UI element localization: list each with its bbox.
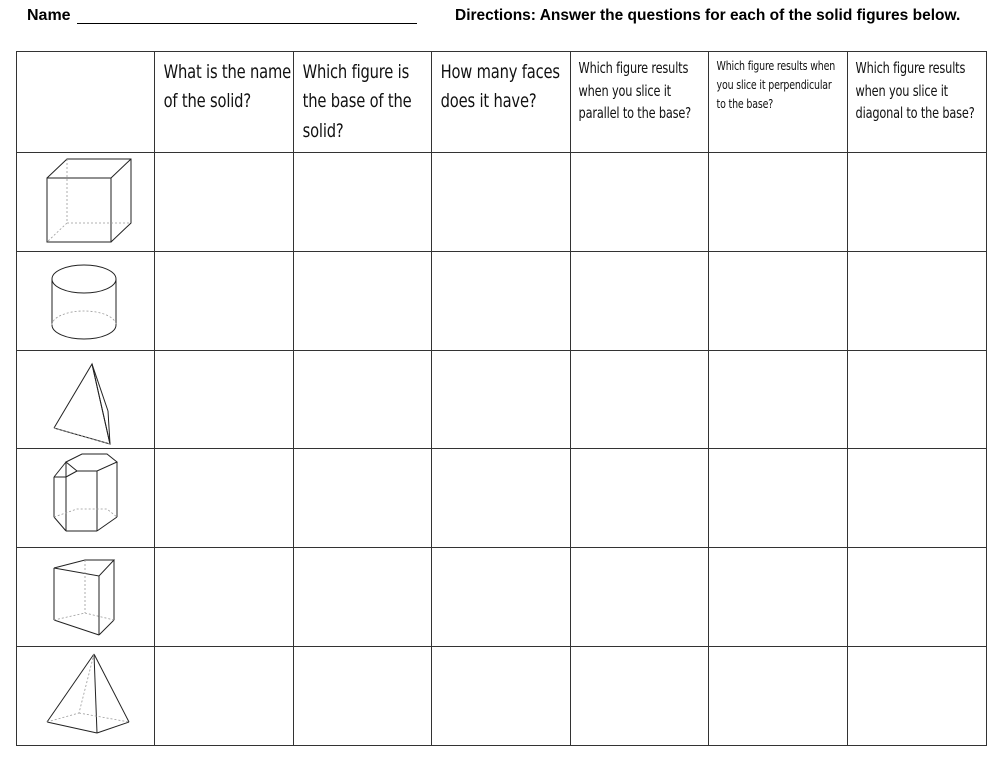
answer-cell[interactable] [570,350,709,449]
pentagonal-prism-icon [17,449,155,547]
column-header [293,52,432,153]
answer-cell[interactable] [432,251,571,350]
triangular-prism-icon [17,548,155,646]
column-header-text: Which figure results when you slice it parallel to the base? [578,59,691,122]
answer-cell[interactable] [293,251,432,350]
answer-cell[interactable] [432,548,571,647]
directions-text: Directions: Answer the questions for each of the solid figures below. [455,7,961,24]
table-row [17,548,987,647]
shape-cell [17,153,155,252]
cube-icon [17,153,155,251]
corner-cell [17,52,155,153]
shape-cell [17,548,155,647]
column-header [155,52,294,153]
answer-cell[interactable] [847,350,986,449]
answer-cell[interactable] [293,350,432,449]
answer-cell[interactable] [847,251,986,350]
answer-cell[interactable] [293,646,432,745]
answer-cell[interactable] [293,449,432,548]
column-header-text: What is the name of the solid? [163,61,292,113]
answer-cell[interactable] [709,646,848,745]
answer-cell[interactable] [847,153,986,252]
solid-figures-table [16,51,987,746]
answer-cell[interactable] [570,449,709,548]
column-header [709,52,848,153]
table-row [17,646,987,745]
cylinder-icon [17,252,155,350]
answer-cell[interactable] [570,646,709,745]
answer-cell[interactable] [570,153,709,252]
answer-cell[interactable] [155,153,294,252]
worksheet-header [0,0,1008,40]
answer-cell[interactable] [432,350,571,449]
answer-cell[interactable] [847,548,986,647]
answer-cell[interactable] [570,548,709,647]
answer-cell[interactable] [155,646,294,745]
shape-cell [17,646,155,745]
answer-cell[interactable] [432,646,571,745]
column-header-text: Which figure results when you slice it perpendicular to the base? [716,58,836,111]
answer-cell[interactable] [432,449,571,548]
shape-cell [17,449,155,548]
header-row [17,52,987,153]
answer-cell[interactable] [709,251,848,350]
shape-cell [17,251,155,350]
answer-cell[interactable] [709,548,848,647]
answer-cell[interactable] [847,646,986,745]
table-row [17,449,987,548]
column-header [570,52,709,153]
answer-cell[interactable] [155,350,294,449]
column-header-text: Which figure is the base of the solid? [302,61,412,142]
name-label: Name [27,7,71,24]
shape-cell [17,350,155,449]
answer-cell[interactable] [293,548,432,647]
answer-cell[interactable] [155,251,294,350]
column-header [432,52,571,153]
column-header-text: How many faces does it have? [440,61,561,113]
answer-cell[interactable] [847,449,986,548]
triangular-pyramid-icon [17,351,155,449]
column-header [847,52,986,153]
name-blank-line[interactable] [77,23,417,24]
answer-cell[interactable] [432,153,571,252]
square-pyramid-icon [17,647,155,745]
table-row [17,350,987,449]
answer-cell[interactable] [709,449,848,548]
answer-cell[interactable] [709,153,848,252]
answer-cell[interactable] [293,153,432,252]
table-row [17,153,987,252]
column-header-text: Which figure results when you slice it diagonal to the base? [855,59,975,122]
answer-cell[interactable] [570,251,709,350]
answer-cell[interactable] [709,350,848,449]
answer-cell[interactable] [155,449,294,548]
table-row [17,251,987,350]
answer-cell[interactable] [155,548,294,647]
